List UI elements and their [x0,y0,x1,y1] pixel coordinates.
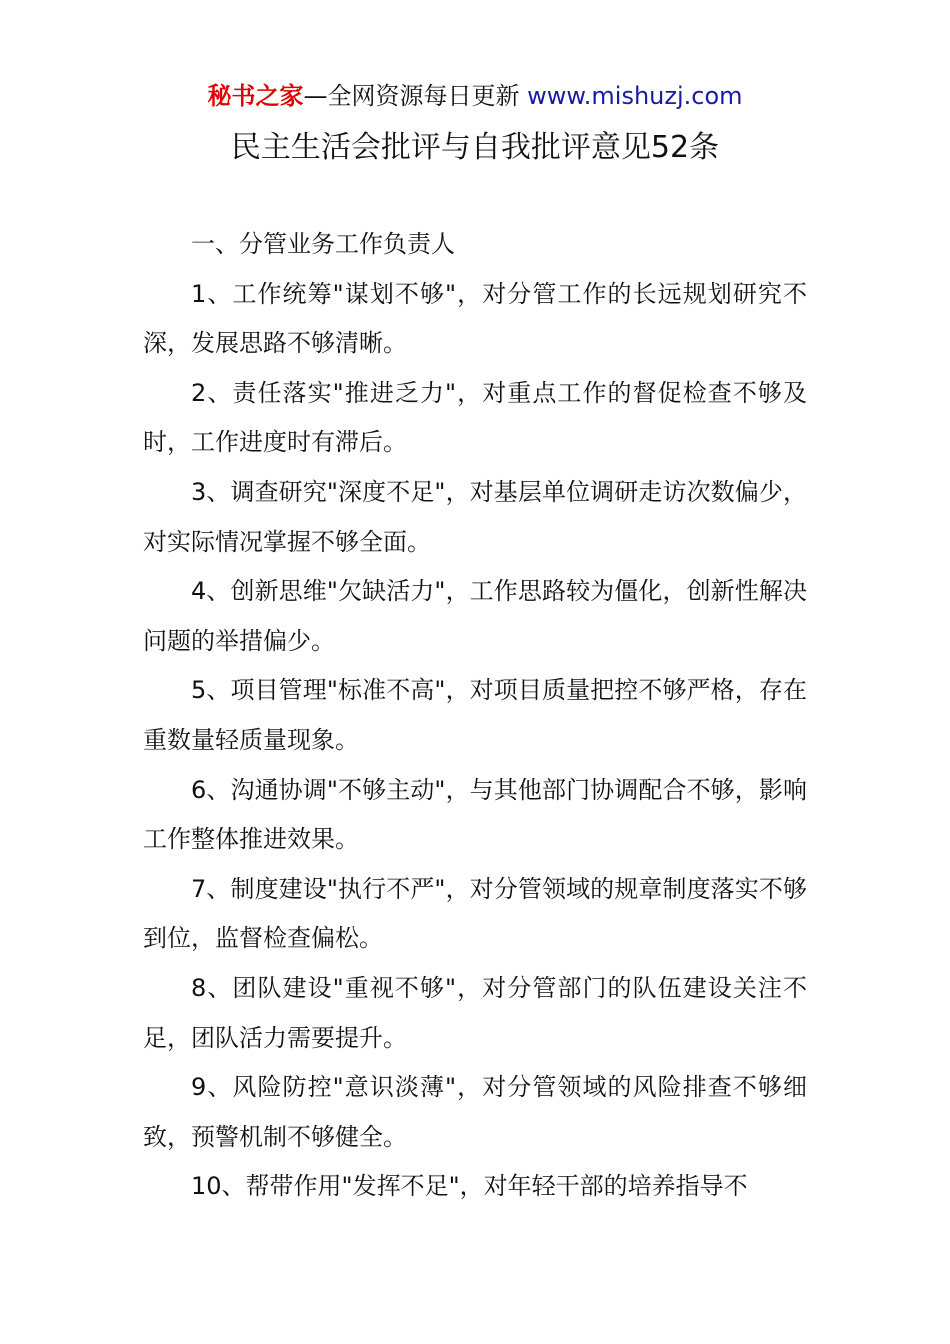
site-url-link[interactable]: www.mishuzj.com [527,82,743,110]
list-item: 5、项目管理"标准不高"，对项目质量把控不够严格，存在重数量轻质量现象。 [143,676,807,754]
site-header [0,80,950,112]
site-tagline: —全网资源每日更新 [303,82,528,110]
list-item: 1、工作统筹"谋划不够"，对分管工作的长远规划研究不深，发展思路不够清晰。 [143,279,807,358]
list-item: 8、团队建设"重视不够"，对分管部门的队伍建设关注不足，团队活力需要提升。 [143,973,807,1052]
list-item: 7、制度建设"执行不严"，对分管领域的规章制度落实不够到位，监督检查偏松。 [143,874,807,953]
list-item: 3、调查研究"深度不足"，对基层单位调研走访次数偏少，对实际情况掌握不够全面。 [143,477,807,556]
section-heading: 一、分管业务工作负责人 [191,230,455,258]
list-item: 9、风险防控"意识淡薄"，对分管领域的风险排查不够细致，预警机制不够健全。 [143,1073,807,1151]
list-item: 10、帮带作用"发挥不足"，对年轻干部的培养指导不 [191,1172,748,1201]
site-brand: 秘书之家 [207,82,304,110]
list-item: 4、创新思维"欠缺活力"，工作思路较为僵化，创新性解决问题的举措偏少。 [143,577,807,655]
document-body [143,220,807,1212]
document-title: 民主生活会批评与自我批评意见52条 [230,130,720,165]
list-item: 2、责任落实"推进乏力"，对重点工作的督促检查不够及时，工作进度时有滞后。 [143,378,807,457]
list-item: 6、沟通协调"不够主动"，与其他部门协调配合不够，影响工作整体推进效果。 [143,775,807,854]
